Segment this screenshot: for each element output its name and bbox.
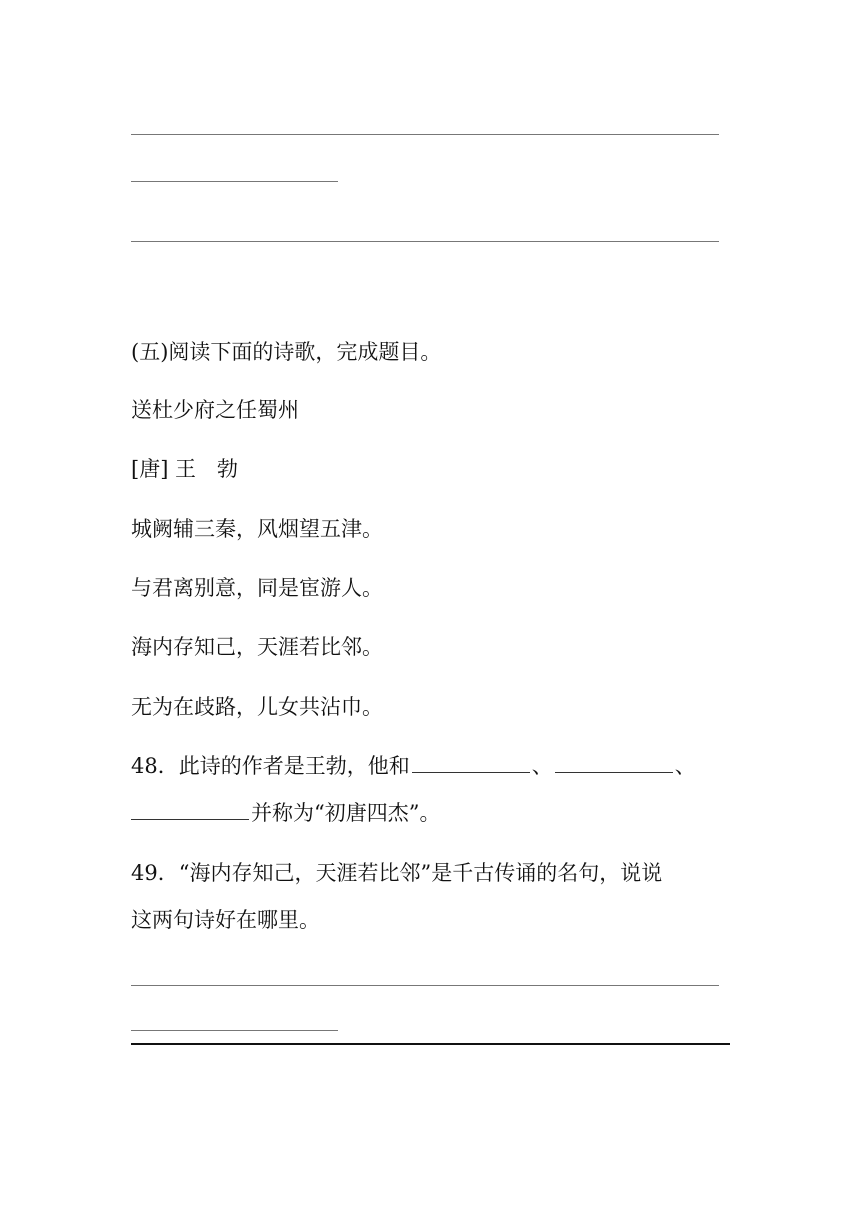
section-heading: (五)阅读下面的诗歌，完成题目。 [131, 340, 442, 364]
answer-line[interactable] [131, 134, 719, 135]
page-footer-rule [131, 1043, 730, 1045]
poem-line: 城阙辅三秦，风烟望五津。 [131, 517, 383, 541]
poem-title: 送杜少府之任蜀州 [131, 398, 299, 422]
question-49-line1: 49．“海内存知己，天涯若比邻”是千古传诵的名句，说说 [131, 861, 663, 885]
question-49-line2: 这两句诗好在哪里。 [131, 908, 320, 932]
separator: 、 [674, 754, 696, 778]
separator: 、 [531, 754, 553, 778]
answer-line[interactable] [131, 181, 338, 182]
answer-line[interactable] [131, 1030, 338, 1031]
poem-line: 无为在歧路，儿女共沾巾。 [131, 695, 383, 719]
question-48-suffix: 并称为“初唐四杰”。 [251, 801, 441, 825]
answer-line[interactable] [131, 985, 719, 986]
poem-author: [唐] 王 勃 [131, 457, 239, 481]
question-48-line1 [131, 751, 696, 781]
poem-line: 与君离别意，同是宦游人。 [131, 576, 383, 600]
poem-line: 海内存知己，天涯若比邻。 [131, 635, 383, 659]
question-48-prefix: 48．此诗的作者是王勃，他和 [131, 754, 410, 778]
fill-blank[interactable] [412, 754, 530, 773]
fill-blank[interactable] [555, 754, 673, 773]
answer-line[interactable] [131, 241, 719, 242]
question-48-line2 [131, 798, 440, 828]
fill-blank[interactable] [131, 801, 249, 820]
